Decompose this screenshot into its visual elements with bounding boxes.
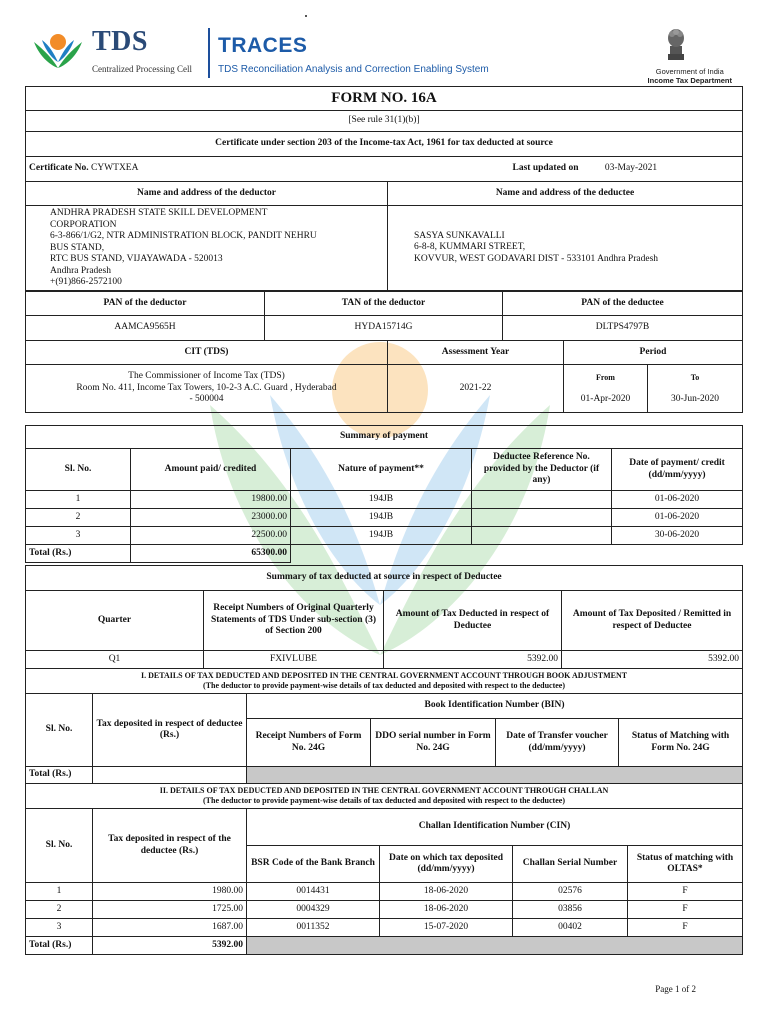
- cell-serial: 03856: [513, 901, 628, 919]
- total-label: Total (Rs.): [26, 545, 131, 563]
- challan-heading: II. DETAILS OF TAX DEDUCTED AND DEPOSITED IN THE CENTRAL GOVERNMENT ACCOUNT THROUGH CHALLAN: [159, 786, 609, 795]
- stray-dot: [305, 15, 307, 17]
- col-sl-no: Sl. No.: [26, 694, 93, 767]
- to-value: 30-Jun-2020: [670, 393, 720, 404]
- col-reference: Deductee Reference No. provided by the Deductor (if any): [472, 449, 612, 491]
- table-row: [26, 491, 743, 509]
- cell-bsr: 0004329: [247, 901, 380, 919]
- col-ddo-serial: DDO serial number in Form No. 24G: [371, 719, 496, 767]
- cell-sl: 2: [26, 509, 131, 527]
- cell-amount: 23000.00: [131, 509, 291, 527]
- period-to-cell: [648, 365, 743, 413]
- cell-status: F: [628, 883, 743, 901]
- cell-tax: 1687.00: [93, 919, 247, 937]
- total-row: [26, 767, 743, 784]
- cit-address: [26, 365, 388, 413]
- payment-summary-heading: Summary of payment: [26, 426, 743, 449]
- cell-date: 01-06-2020: [612, 491, 743, 509]
- gov-line2: Income Tax Department: [647, 76, 732, 85]
- cell-ref: [472, 509, 612, 527]
- tds-logo-icon: [30, 28, 86, 72]
- traces-subtitle: TDS Reconciliation Analysis and Correction Enabling System: [218, 64, 489, 75]
- table-row: [26, 883, 743, 901]
- cell-amount: 19800.00: [131, 491, 291, 509]
- government-label: [648, 67, 732, 85]
- col-bsr-code: BSR Code of the Bank Branch: [247, 846, 380, 883]
- total-label: Total (Rs.): [26, 937, 93, 955]
- cell-date: 15-07-2020: [380, 919, 513, 937]
- total-filler: [247, 937, 743, 955]
- cell-serial: 00402: [513, 919, 628, 937]
- pan-deductee-value: DLTPS4797B: [503, 316, 743, 341]
- cell-ref: [472, 491, 612, 509]
- col-transfer-date: Date of Transfer voucher (dd/mm/yyyy): [496, 719, 619, 767]
- address-line: BUS STAND,: [50, 242, 105, 253]
- last-updated-label: Last updated on: [512, 163, 579, 174]
- cell-receipt: FXIVLUBE: [204, 651, 384, 669]
- table-row: [26, 527, 743, 545]
- cit-table: [25, 340, 743, 413]
- period-label: Period: [564, 341, 743, 365]
- cit-line: Room No. 411, Income Tax Towers, 10-2-3 A.C. Guard , Hyderabad: [76, 382, 337, 393]
- certificate-label: Certificate No.: [29, 163, 89, 174]
- total-amount: 65300.00: [131, 545, 291, 563]
- col-nature: Nature of payment**: [291, 449, 472, 491]
- book-adjustment-subheading: (The deductor to provide payment-wise details of tax deducted and deposited with respect to the deductee): [203, 681, 566, 690]
- cell-nature: 194JB: [291, 491, 472, 509]
- book-adjustment-heading-cell: [26, 669, 743, 694]
- address-line: RTC BUS STAND, VIJAYAWADA - 520013: [50, 254, 223, 264]
- col-matching-status: Status of Matching with Form No. 24G: [619, 719, 743, 767]
- deductee-heading: Name and address of the deductee: [388, 182, 743, 206]
- address-line: 6-8-8, KUMMARI STREET,: [414, 242, 526, 253]
- tds-subtitle: Centralized Processing Cell: [92, 64, 192, 74]
- deductor-address: [26, 206, 388, 291]
- cin-heading: Challan Identification Number (CIN): [247, 809, 743, 846]
- form-rule: [See rule 31(1)(b)]: [26, 111, 743, 132]
- col-quarter: Quarter: [26, 591, 204, 651]
- tax-summary-table: [25, 565, 743, 669]
- cell-date: 18-06-2020: [380, 883, 513, 901]
- from-value: 01-Apr-2020: [580, 393, 631, 404]
- cit-line: The Commissioner of Income Tax (TDS): [128, 371, 285, 382]
- assessment-year-label: Assessment Year: [388, 341, 564, 365]
- cell-sl: 3: [26, 919, 93, 937]
- pan-deductor-value: AAMCA9565H: [26, 316, 265, 341]
- col-tax-deposited: Tax deposited in respect of the deductee (Rs.): [93, 809, 247, 883]
- cell-nature: 194JB: [291, 509, 472, 527]
- col-sl-no: Sl. No.: [26, 809, 93, 883]
- period-from-cell: [564, 365, 648, 413]
- total-value: [93, 767, 247, 784]
- col-tax-deposited: Tax deposited in respect of deductee (Rs.): [93, 694, 247, 767]
- address-line: Andhra Pradesh: [50, 265, 111, 276]
- cell-serial: 02576: [513, 883, 628, 901]
- cell-sl: 1: [26, 883, 93, 901]
- cell-deducted: 5392.00: [384, 651, 562, 669]
- col-deposit-date: Date on which tax deposited (dd/mm/yyyy): [380, 846, 513, 883]
- col-tax-deducted: Amount of Tax Deducted in respect of Deductee: [384, 591, 562, 651]
- book-adjustment-heading: I. DETAILS OF TAX DEDUCTED AND DEPOSITED IN THE CENTRAL GOVERNMENT ACCOUNT THROUGH BOOK ADJUSTMENT: [140, 671, 628, 680]
- col-amount-paid: Amount paid/ credited: [131, 449, 291, 491]
- national-emblem-icon: [662, 24, 690, 64]
- certificate-number-cell: [26, 157, 504, 182]
- address-line: SASYA SUNKAVALLI: [414, 230, 505, 241]
- cell-date: 30-06-2020: [612, 527, 743, 545]
- cell-nature: 194JB: [291, 527, 472, 545]
- address-line: CORPORATION: [50, 219, 117, 230]
- tax-summary-heading: Summary of tax deducted at source in respect of Deductee: [26, 566, 743, 591]
- identifiers-table: [25, 291, 743, 341]
- cell-tax: 1980.00: [93, 883, 247, 901]
- col-date: Date of payment/ credit (dd/mm/yyyy): [612, 449, 743, 491]
- col-sl-no: Sl. No.: [26, 449, 131, 491]
- header-divider: [208, 28, 210, 78]
- cell-sl: 1: [26, 491, 131, 509]
- total-amount: 5392.00: [93, 937, 247, 955]
- cit-label: CIT (TDS): [26, 341, 388, 365]
- from-label: From: [596, 373, 615, 382]
- cit-line: - 500004: [189, 394, 224, 405]
- address-line: +(91)866-2572100: [50, 277, 122, 287]
- cell-date: 18-06-2020: [380, 901, 513, 919]
- total-row: [26, 937, 743, 955]
- cell-status: F: [628, 901, 743, 919]
- cell-sl: 2: [26, 901, 93, 919]
- assessment-year-value: 2021-22: [388, 365, 564, 413]
- address-line: KOVVUR, WEST GODAVARI DIST - 533101 Andhra Pradesh: [414, 253, 659, 264]
- challan-table: [25, 783, 743, 955]
- pan-deductee-label: PAN of the deductee: [503, 292, 743, 316]
- cell-amount: 22500.00: [131, 527, 291, 545]
- cell-bsr: 0014431: [247, 883, 380, 901]
- deductor-heading: Name and address of the deductor: [26, 182, 388, 206]
- total-label: Total (Rs.): [26, 767, 93, 784]
- total-filler: [247, 767, 743, 784]
- deductee-address: [388, 206, 743, 291]
- bin-heading: Book Identification Number (BIN): [247, 694, 743, 719]
- cell-quarter: Q1: [26, 651, 204, 669]
- cell-deposited: 5392.00: [562, 651, 743, 669]
- certificate-table: [25, 86, 743, 291]
- last-updated-cell: [504, 157, 743, 182]
- book-adjustment-table: [25, 668, 743, 784]
- challan-heading-cell: [26, 784, 743, 809]
- cell-tax: 1725.00: [93, 901, 247, 919]
- col-receipt-numbers: Receipt Numbers of Original Quarterly Statements of TDS Under sub-section (3) of Section 200: [204, 591, 384, 651]
- page-header: [26, 22, 742, 84]
- pan-deductor-label: PAN of the deductor: [26, 292, 265, 316]
- certificate-number: CYWTXEA: [90, 163, 139, 174]
- to-label: To: [690, 373, 700, 382]
- col-challan-serial: Challan Serial Number: [513, 846, 628, 883]
- table-row: [26, 919, 743, 937]
- table-row: [26, 901, 743, 919]
- last-updated-date: 03-May-2021: [604, 163, 658, 174]
- cell-ref: [472, 527, 612, 545]
- col-oltas-status: Status of matching with OLTAS*: [628, 846, 743, 883]
- col-tax-deposited: Amount of Tax Deposited / Remitted in respect of Deductee: [562, 591, 743, 651]
- tds-title: TDS: [92, 26, 148, 57]
- col-receipt-24g: Receipt Numbers of Form No. 24G: [247, 719, 371, 767]
- certificate-heading: Certificate under section 203 of the Income-tax Act, 1961 for tax deducted at source: [26, 132, 743, 157]
- cell-date: 01-06-2020: [612, 509, 743, 527]
- cell-status: F: [628, 919, 743, 937]
- page-number: Page 1 of 2: [655, 984, 696, 994]
- cell-sl: 3: [26, 527, 131, 545]
- tan-deductor-label: TAN of the deductor: [265, 292, 503, 316]
- total-filler: [291, 545, 743, 563]
- address-line: ANDHRA PRADESH STATE SKILL DEVELOPMENT: [50, 208, 268, 218]
- total-row: [26, 545, 743, 563]
- table-row: [26, 509, 743, 527]
- address-line: 6-3-866/1/G2, NTR ADMINISTRATION BLOCK, PANDIT NEHRU: [50, 231, 317, 241]
- gov-line1: Government of India: [655, 67, 724, 76]
- traces-title: TRACES: [218, 34, 308, 57]
- cell-bsr: 0011352: [247, 919, 380, 937]
- tan-deductor-value: HYDA15714G: [265, 316, 503, 341]
- form-title: FORM NO. 16A: [26, 87, 743, 111]
- table-row: [26, 651, 743, 669]
- challan-subheading: (The deductor to provide payment-wise details of tax deducted and deposited with respect to the deductee): [203, 796, 565, 805]
- payment-summary-table: [25, 425, 743, 563]
